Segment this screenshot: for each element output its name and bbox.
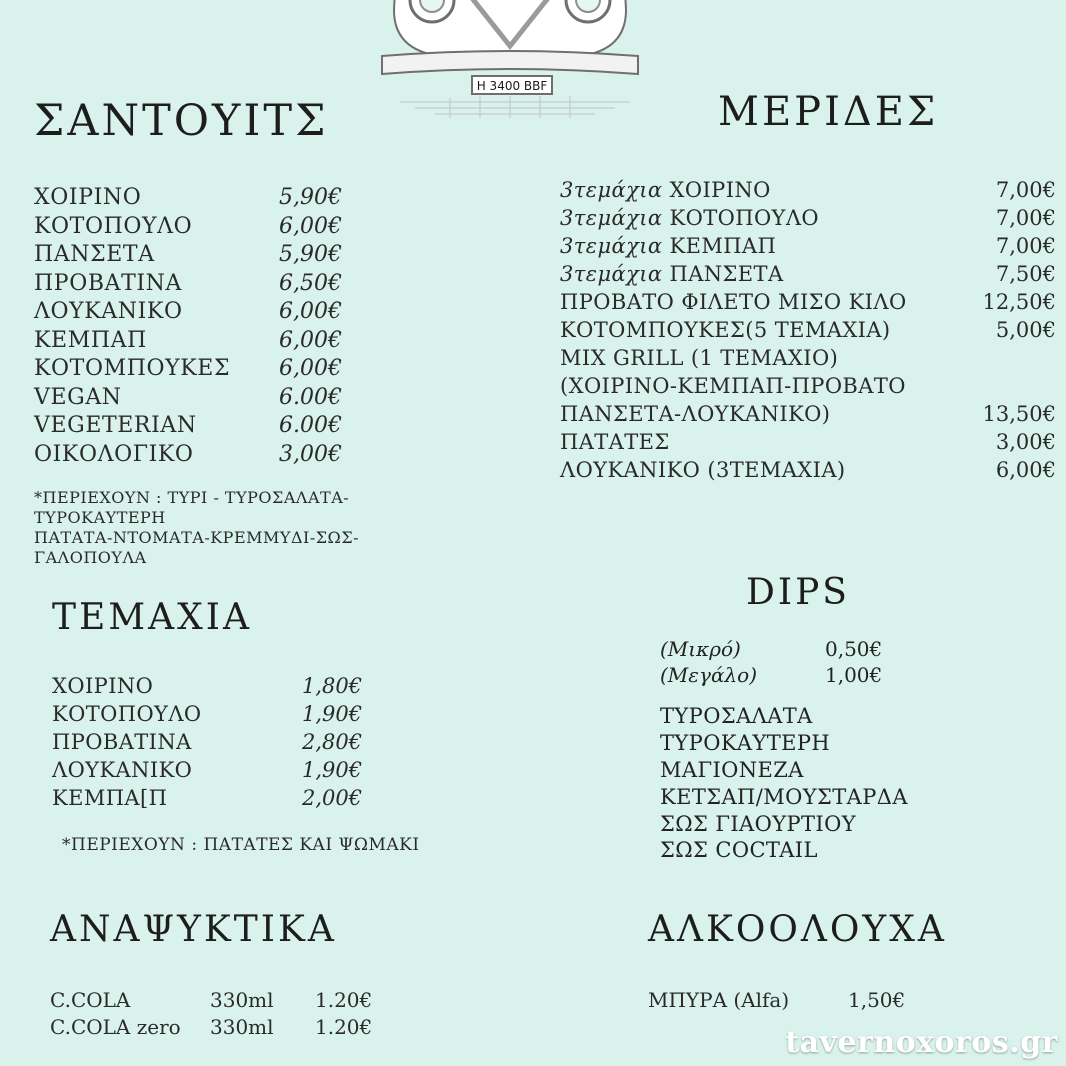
item-price: 7,00€ [995,178,1056,202]
list-item [560,404,1060,425]
item-label: ΚΕΜΠΑΠ [669,234,777,258]
list-item [560,180,1060,201]
list-item [52,676,472,697]
section-portions [560,89,1060,488]
section-alcohol [648,909,1066,1017]
section-pieces [52,597,472,856]
item-name: ΜΠΥΡΑ (Alfa) [648,988,790,1012]
item-price: 6,00€ [279,299,342,324]
item-name: C.COLA zero [50,1015,181,1039]
item-qty: 3τεμάχια [560,262,670,286]
item-price: 2,00€ [302,786,363,810]
list-item [50,990,500,1010]
list-item [34,270,454,296]
item-price: 6.00€ [279,384,342,410]
list-item [660,639,1060,659]
list-item [52,788,472,809]
pieces-note: *ΠΕΡΙΕΧΟΥΝ : ΠΑΤΑΤΕΣ ΚΑΙ ΨΩΜΑΚΙ [62,835,420,855]
item-price: 3,00€ [995,430,1056,454]
sandwiches-list [34,187,454,466]
item-name: VEGETERIAN [34,413,197,438]
watermark: tavernoxoros.gr [785,1025,1058,1060]
list-item [560,348,1060,369]
note-line: *ΠΕΡΙΕΧΟΥΝ : ΤΥΡΙ - ΤΥΡΟΣΑΛΑΤΑ-ΤΥΡΟΚΑΥΤΕΡΗ [34,487,350,527]
item-price: 6,00€ [279,213,342,239]
list-item [560,236,1060,257]
size-label: (Μικρό) [660,637,741,661]
list-item: ΤΥΡΟΚΑΥΤΕΡΗ [660,730,831,755]
item-size: 330ml [210,988,274,1012]
item-name: C.COLA [50,988,131,1012]
item-price: 1.20€ [315,1015,373,1039]
item-price: 1,90€ [302,758,363,782]
item-price: 2,80€ [302,730,363,754]
item-label: ΧΟΙΡΙΝΟ [669,178,771,202]
item-name: VEGAN [34,384,122,410]
item-name: ΠΡΟΒΑΤΙΝΑ [34,270,182,296]
item-qty: 3τεμάχια [560,234,670,258]
section-title-portions: ΜΕΡΙΔΕΣ [718,89,939,135]
item-price: 3,00€ [279,441,342,467]
item-price: 5,90€ [279,242,342,267]
item-name [560,236,960,257]
list-item [52,760,472,781]
item-name: ΚΕΜΠΑ[Π [52,786,168,810]
item-name: (ΧΟΙΡΙΝΟ-ΚΕΜΠΑΠ-ΠΡΟΒΑΤΟ [560,374,906,398]
section-sandwiches [34,96,454,568]
item-name: ΚΟΤΟΜΠΟΥΚΕΣ [34,356,231,381]
item-name: ΛΟΥΚΑΝΙΚΟ (3ΤΕΜΑΧΙΑ) [560,458,846,482]
item-name: ΛΟΥΚΑΝΙΚΟ [34,299,183,324]
item-name: ΧΟΙΡΙΝΟ [52,674,154,698]
list-item: ΣΩΣ ΓΙΑΟΥΡΤΙΟΥ [660,811,857,836]
note-line: ΠΑΤΑΤΑ-ΝΤΟΜΑΤΑ-ΚΡΕΜΜΥΔΙ-ΣΩΣ-ΓΑΛΟΠΟΥΛΑ [34,527,360,567]
item-qty: 3τεμάχια [560,178,670,202]
list-item [52,704,472,725]
item-name: ΟΙΚΟΛΟΓΙΚΟ [34,441,194,467]
list-item [34,244,454,266]
item-price: 5,00€ [995,318,1056,342]
item-name: ΚΟΤΟΠΟΥΛΟ [34,213,193,239]
svg-text:H 3400 BBF: H 3400 BBF [476,79,548,93]
license-plate [472,76,552,94]
list-item [50,1017,500,1037]
list-item [660,665,1060,685]
item-label: ΚΟΤΟΠΟΥΛΟ [669,206,820,230]
item-price: 6,00€ [279,356,342,381]
item-price: 5,90€ [279,185,342,210]
dips-list [660,703,1060,864]
list-item [560,432,1060,453]
item-name: MIX GRILL (1 ΤΕΜΑΧΙΟ) [560,346,839,370]
section-title-dips: DIPS [746,572,850,613]
item-name [560,180,960,201]
section-soft-drinks [50,909,500,1044]
item-price: 6.00€ [279,413,342,438]
list-item [560,376,1060,397]
dips-sizes [660,639,1060,685]
list-item [34,358,454,380]
section-title-pieces: ΤΕΜΑΧΙΑ [52,597,252,638]
item-price: 12,50€ [982,290,1056,314]
list-item: ΣΩΣ COCTAIL [660,838,818,863]
list-item [560,264,1060,285]
list-item: ΚΕΤΣΑΠ/ΜΟΥΣΤΑΡΔΑ [660,784,908,809]
item-name: ΠΑΝΣΕΤΑ [34,242,155,267]
item-name: ΠΡΟΒΑΤΟ ΦΙΛΕΤΟ ΜΙΣΟ ΚΙΛΟ [560,290,907,314]
list-item [34,415,454,437]
item-price: 1,90€ [302,702,363,726]
list-item [560,208,1060,229]
list-item [52,732,472,753]
item-size: 330ml [210,1015,274,1039]
list-item: ΜΑΓΙΟΝΕΖΑ [660,757,804,782]
item-price: 6,00€ [279,327,342,353]
section-title-soft-drinks: ΑΝΑΨΥΚΤΙΚΑ [50,909,337,950]
item-name: ΠΑΝΣΕΤΑ-ΛΟΥΚΑΝΙΚΟ) [560,402,831,426]
item-price: 7,00€ [995,206,1056,230]
item-price: 13,50€ [982,402,1056,426]
pieces-list [52,676,472,809]
item-name: ΚΟΤΟΠΟΥΛΟ [52,702,202,726]
item-price: 1,50€ [848,988,906,1012]
item-price: 6,00€ [995,458,1056,482]
size-price: 0,50€ [825,637,883,661]
item-price: 1,80€ [302,674,363,698]
list-item [560,460,1060,481]
section-dips [660,572,1060,864]
item-qty: 3τεμάχια [560,206,670,230]
portions-list [560,180,1060,481]
item-price: 7,00€ [995,234,1056,258]
soft-drinks-list [50,990,500,1037]
list-item [560,320,1060,341]
list-item [34,441,454,467]
list-item [560,292,1060,313]
section-title-sandwiches: ΣΑΝΤΟΥΙΤΣ [34,96,329,146]
size-price: 1,00€ [825,663,883,687]
item-name: ΚΕΜΠΑΠ [34,327,147,353]
item-name: ΧΟΙΡΙΝΟ [34,185,142,210]
section-title-alcohol: ΑΛΚΟΟΛΟΥΧΑ [648,909,947,950]
item-price: 6,50€ [279,270,342,296]
item-name [560,264,960,285]
list-item [34,187,454,209]
sandwiches-note [34,488,454,568]
item-name: ΚΟΤΟΜΠΟΥΚΕΣ(5 ΤΕΜΑΧΙΑ) [560,318,891,342]
list-item [34,327,454,353]
item-name [560,208,960,229]
list-item [34,213,454,239]
item-label: ΠΑΝΣΕΤΑ [669,262,784,286]
list-item [34,384,454,410]
item-price: 1.20€ [315,988,373,1012]
item-name: ΠΑΤΑΤΕΣ [560,430,670,454]
size-label: (Μεγάλο) [660,663,757,687]
item-name: ΛΟΥΚΑΝΙΚΟ [52,758,193,782]
item-name: ΠΡΟΒΑΤΙΝΑ [52,730,192,754]
list-item [648,990,1066,1010]
item-price: 7,50€ [995,262,1056,286]
list-item: ΤΥΡΟΣΑΛΑΤΑ [660,704,813,728]
list-item [34,301,454,323]
alcohol-list [648,990,1066,1010]
